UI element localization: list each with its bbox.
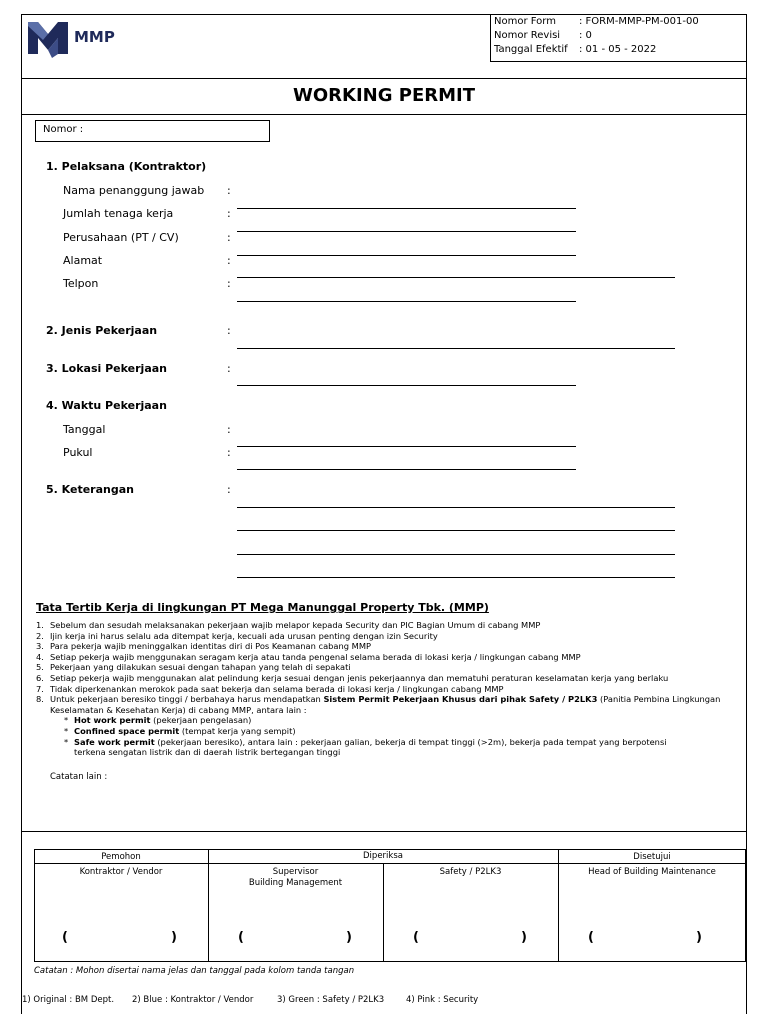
mmp-logo bbox=[26, 18, 136, 60]
input-line-jenis-pekerjaan[interactable] bbox=[237, 348, 675, 349]
field-label-jumlah: Jumlah tenaga kerja bbox=[63, 207, 174, 220]
rule-number: 5. bbox=[36, 662, 44, 673]
copy-original: 1) Original : BM Dept. bbox=[22, 995, 115, 1005]
rules-title: Tata Tertib Kerja di lingkungan PT Mega Manunggal Property Tbk. (MMP) bbox=[36, 601, 489, 614]
colon: : bbox=[227, 277, 231, 290]
section-1-title: 1. Pelaksana (Kontraktor) bbox=[46, 160, 207, 173]
signature-name-close: ) bbox=[171, 930, 177, 945]
frame-right bbox=[746, 14, 747, 1014]
rule-text: Keselamatan & Kesehatan Kerja) di cabang MMP, antara lain : bbox=[50, 704, 307, 715]
colon: : bbox=[227, 231, 231, 244]
input-line-nama[interactable] bbox=[237, 208, 576, 209]
input-line-telpon[interactable] bbox=[237, 301, 576, 302]
colon: : bbox=[227, 483, 231, 496]
section-4-title: 4. Waktu Pekerjaan bbox=[46, 399, 167, 412]
signature-name-close: ) bbox=[696, 930, 702, 945]
colon: : bbox=[227, 184, 231, 197]
rule-item-8-continued bbox=[36, 705, 736, 716]
signature-header-divider bbox=[34, 863, 746, 864]
rules-list bbox=[36, 620, 736, 758]
form-number-label: Nomor Form bbox=[494, 16, 556, 27]
rule-number: 2. bbox=[36, 630, 44, 641]
header-divider bbox=[21, 78, 747, 79]
nomor-field[interactable] bbox=[35, 120, 270, 142]
signature-table bbox=[34, 849, 746, 962]
rule-number: 1. bbox=[36, 620, 44, 630]
header-pemohon: Pemohon bbox=[101, 852, 141, 862]
rule-text: Setiap pekerja wajib menggunakan seragam kerja atau tanda pengenal selama berada di lokasi kerja / lingkungan cabang MMP bbox=[50, 651, 581, 662]
permit-desc: (pekerjaan beresiko), antara lain : pekerjaan galian, bekerja di tempat tinggi (>2m), bekerja pada tempat yang berpotensi bbox=[154, 736, 667, 747]
field-label-perusahaan: Perusahaan (PT / CV) bbox=[63, 231, 179, 244]
rule-item bbox=[36, 620, 736, 631]
field-label-telpon: Telpon bbox=[63, 277, 99, 290]
input-line-tanggal[interactable] bbox=[237, 446, 576, 447]
rule-text-bold: Sistem Permit Pekerjaan Khusus dari pihak Safety / P2LK3 bbox=[323, 694, 598, 705]
field-label-alamat: Alamat bbox=[63, 254, 103, 267]
colon: : bbox=[227, 423, 231, 436]
colon: : bbox=[227, 362, 231, 375]
field-label-nama: Nama penanggung jawab bbox=[63, 184, 205, 197]
rule-text: Setiap pekerja wajib menggunakan alat pelindung kerja sesuai dengan jenis pekerjaannya dan mematuhi peraturan keselamatan kerja yang berlaku bbox=[50, 672, 669, 683]
signature-name-open: ( bbox=[588, 930, 594, 945]
permit-desc: (pekerjaan pengelasan) bbox=[150, 715, 252, 726]
signature-name-close: ) bbox=[521, 930, 527, 945]
section-5-title: 5. Keterangan bbox=[46, 483, 134, 496]
input-line-keterangan-4[interactable] bbox=[237, 577, 675, 578]
input-line-alamat[interactable] bbox=[237, 277, 675, 278]
rule-item bbox=[36, 641, 736, 652]
input-line-keterangan-3[interactable] bbox=[237, 554, 675, 555]
header-disetujui: Disetujui bbox=[633, 852, 671, 862]
colon: : bbox=[227, 446, 231, 459]
rule-number: 8. bbox=[36, 694, 44, 705]
copy-blue: 2) Blue : Kontraktor / Vendor bbox=[132, 995, 254, 1005]
bullet-star: * bbox=[64, 725, 69, 736]
body-divider bbox=[21, 831, 747, 832]
brand-text: MMP bbox=[74, 28, 115, 46]
section-3-title: 3. Lokasi Pekerjaan bbox=[46, 362, 167, 375]
permit-name: Safe work permit bbox=[74, 736, 155, 747]
rule-item-8 bbox=[36, 694, 736, 705]
rule-number: 7. bbox=[36, 683, 44, 694]
permit-type-hot-work bbox=[36, 715, 736, 726]
frame-left bbox=[21, 14, 22, 1014]
nomor-label: Nomor : bbox=[43, 124, 84, 135]
catatan-lain-label: Catatan lain : bbox=[50, 772, 108, 782]
revision-value: : 0 bbox=[579, 30, 592, 41]
input-line-pukul[interactable] bbox=[237, 469, 576, 470]
bullet-star: * bbox=[64, 715, 69, 726]
rule-number: 6. bbox=[36, 672, 44, 683]
role-supervisor: Supervisor bbox=[272, 867, 319, 877]
rule-item bbox=[36, 684, 736, 695]
role-kontraktor: Kontraktor / Vendor bbox=[79, 867, 163, 877]
page-title: WORKING PERMIT bbox=[292, 85, 475, 106]
field-label-tanggal: Tanggal bbox=[63, 423, 106, 436]
role-safety: Safety / P2LK3 bbox=[439, 867, 502, 877]
effective-date-label: Tanggal Efektif bbox=[494, 44, 568, 55]
permit-desc: terkena sengatan listrik dan di daerah listrik bertegangan tinggi bbox=[74, 747, 341, 758]
colon: : bbox=[227, 324, 231, 337]
header-diperiksa: Diperiksa bbox=[363, 851, 403, 861]
signature-name-close: ) bbox=[346, 930, 352, 945]
permit-desc: (tempat kerja yang sempit) bbox=[179, 725, 296, 736]
input-line-keterangan-1[interactable] bbox=[237, 507, 675, 508]
rule-number: 4. bbox=[36, 651, 44, 662]
field-label-pukul: Pukul bbox=[63, 446, 93, 459]
form-info-box bbox=[490, 14, 747, 62]
rule-item bbox=[36, 662, 736, 673]
rule-text: Pekerjaan yang dilakukan sesuai dengan tahapan yang telah di sepakati bbox=[50, 662, 351, 673]
signature-col-divider-2 bbox=[383, 863, 384, 962]
title-divider bbox=[21, 114, 747, 115]
rule-text: Untuk pekerjaan beresiko tinggi / berbahaya harus mendapatkan bbox=[50, 694, 324, 705]
permit-type-confined-space bbox=[36, 726, 736, 737]
rule-item bbox=[36, 673, 736, 684]
section-2-title: 2. Jenis Pekerjaan bbox=[46, 324, 158, 337]
signature-col-divider-1 bbox=[208, 849, 209, 962]
footnote: Catatan : Mohon disertai nama jelas dan tanggal pada kolom tanda tangan bbox=[34, 966, 355, 976]
input-line-keterangan-2[interactable] bbox=[237, 530, 675, 531]
input-line-perusahaan[interactable] bbox=[237, 255, 576, 256]
input-line-jumlah[interactable] bbox=[237, 231, 576, 232]
mmp-logo-icon bbox=[26, 18, 70, 60]
permit-type-safe-work-continued bbox=[36, 747, 736, 758]
rule-item bbox=[36, 652, 736, 663]
copy-pink: 4) Pink : Security bbox=[406, 995, 479, 1005]
signature-name-open: ( bbox=[413, 930, 419, 945]
role-supervisor-line2: Building Management bbox=[248, 878, 343, 888]
colon: : bbox=[227, 207, 231, 220]
effective-date-value: : 01 - 05 - 2022 bbox=[579, 44, 657, 55]
bullet-star: * bbox=[64, 736, 69, 747]
rule-text: Tidak diperkenankan merokok pada saat bekerja dan selama berada di lokasi kerja / lingkungan cabang MMP bbox=[50, 683, 504, 694]
rule-text: Sebelum dan sesudah melaksanakan pekerjaan wajib melapor kepada Security dan PIC Bagian Umum di cabang MMP bbox=[50, 620, 541, 630]
rule-number: 3. bbox=[36, 641, 44, 652]
permit-type-safe-work bbox=[36, 737, 736, 748]
input-line-lokasi[interactable] bbox=[237, 385, 576, 386]
role-head-maintenance: Head of Building Maintenance bbox=[588, 867, 716, 877]
rule-text: Para pekerja wajib meninggalkan identitas diri di Pos Keamanan cabang MMP bbox=[50, 641, 371, 652]
permit-name: Confined space permit bbox=[74, 725, 180, 736]
revision-label: Nomor Revisi bbox=[494, 30, 561, 41]
form-number-value: : FORM-MMP-PM-001-00 bbox=[579, 16, 699, 27]
rule-text: Ijin kerja ini harus selalu ada ditempat kerja, kecuali ada urusan penting dengan izin Security bbox=[50, 630, 438, 641]
permit-name: Hot work permit bbox=[74, 715, 151, 726]
signature-col-divider-3 bbox=[558, 849, 559, 962]
signature-name-open: ( bbox=[238, 930, 244, 945]
rule-item bbox=[36, 631, 736, 642]
copy-green: 3) Green : Safety / P2LK3 bbox=[277, 995, 385, 1005]
colon: : bbox=[227, 254, 231, 267]
rule-text: (Panitia Pembina Lingkungan bbox=[597, 694, 721, 705]
signature-name-open: ( bbox=[62, 930, 68, 945]
